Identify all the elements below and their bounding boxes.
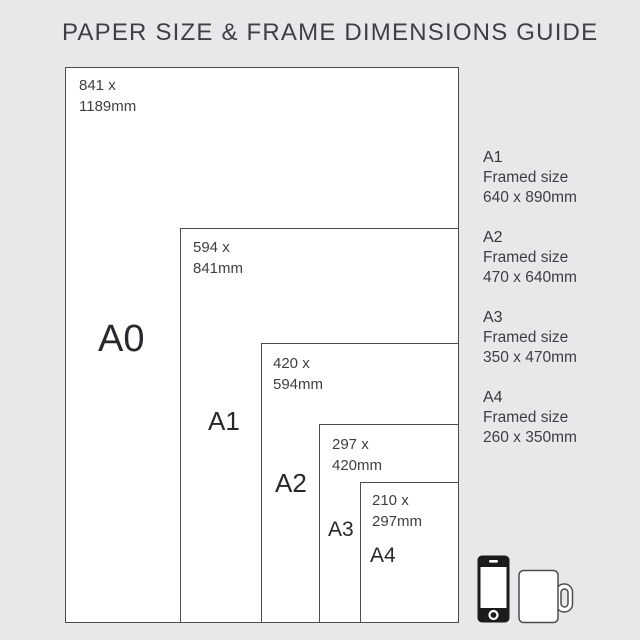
legend-entry-a4 bbox=[483, 388, 633, 448]
dimension-line: 297mm bbox=[372, 513, 423, 530]
legend-size: A3 bbox=[483, 309, 503, 326]
dimension-line: 1189mm bbox=[79, 98, 137, 115]
dimension-line: 594mm bbox=[273, 376, 324, 393]
dimension-line: 594 x bbox=[193, 239, 230, 256]
paper-a2-dimensions bbox=[273, 353, 323, 395]
paper-a4-label: A4 bbox=[370, 544, 396, 567]
paper-a0-label: A0 bbox=[98, 318, 145, 360]
dimension-line: 841 x bbox=[79, 77, 116, 94]
framed-size-legend bbox=[483, 148, 633, 468]
legend-size: A4 bbox=[483, 389, 503, 406]
legend-size: A2 bbox=[483, 229, 503, 246]
paper-a0-dimensions bbox=[79, 75, 136, 117]
paper-a1-dimensions bbox=[193, 237, 243, 279]
legend-entry-a1 bbox=[483, 148, 633, 208]
paper-a1-label: A1 bbox=[208, 406, 240, 436]
dimension-line: 210 x bbox=[372, 492, 409, 509]
legend-framed-dims: 260 x 350mm bbox=[483, 429, 577, 446]
paper-a2-label: A2 bbox=[275, 468, 307, 498]
paper-a3-label: A3 bbox=[328, 518, 354, 541]
legend-caption: Framed size bbox=[483, 249, 569, 266]
smartphone-icon bbox=[477, 555, 510, 623]
legend-size: A1 bbox=[483, 149, 503, 166]
paper-a4-dimensions bbox=[372, 490, 422, 532]
legend-caption: Framed size bbox=[483, 409, 569, 426]
legend-framed-dims: 350 x 470mm bbox=[483, 349, 577, 366]
page-title: PAPER SIZE & FRAME DIMENSIONS GUIDE bbox=[62, 19, 599, 46]
mug-icon bbox=[518, 569, 574, 625]
legend-entry-a3 bbox=[483, 308, 633, 368]
dimension-line: 297 x bbox=[332, 436, 369, 453]
paper-a3-dimensions bbox=[332, 434, 382, 476]
legend-caption: Framed size bbox=[483, 329, 569, 346]
legend-framed-dims: 470 x 640mm bbox=[483, 269, 577, 286]
dimension-line: 420mm bbox=[332, 457, 383, 474]
legend-entry-a2 bbox=[483, 228, 633, 288]
legend-framed-dims: 640 x 890mm bbox=[483, 189, 577, 206]
dimension-line: 841mm bbox=[193, 260, 244, 277]
paper-rect-a4 bbox=[360, 482, 459, 623]
legend-caption: Framed size bbox=[483, 169, 569, 186]
dimension-line: 420 x bbox=[273, 355, 310, 372]
